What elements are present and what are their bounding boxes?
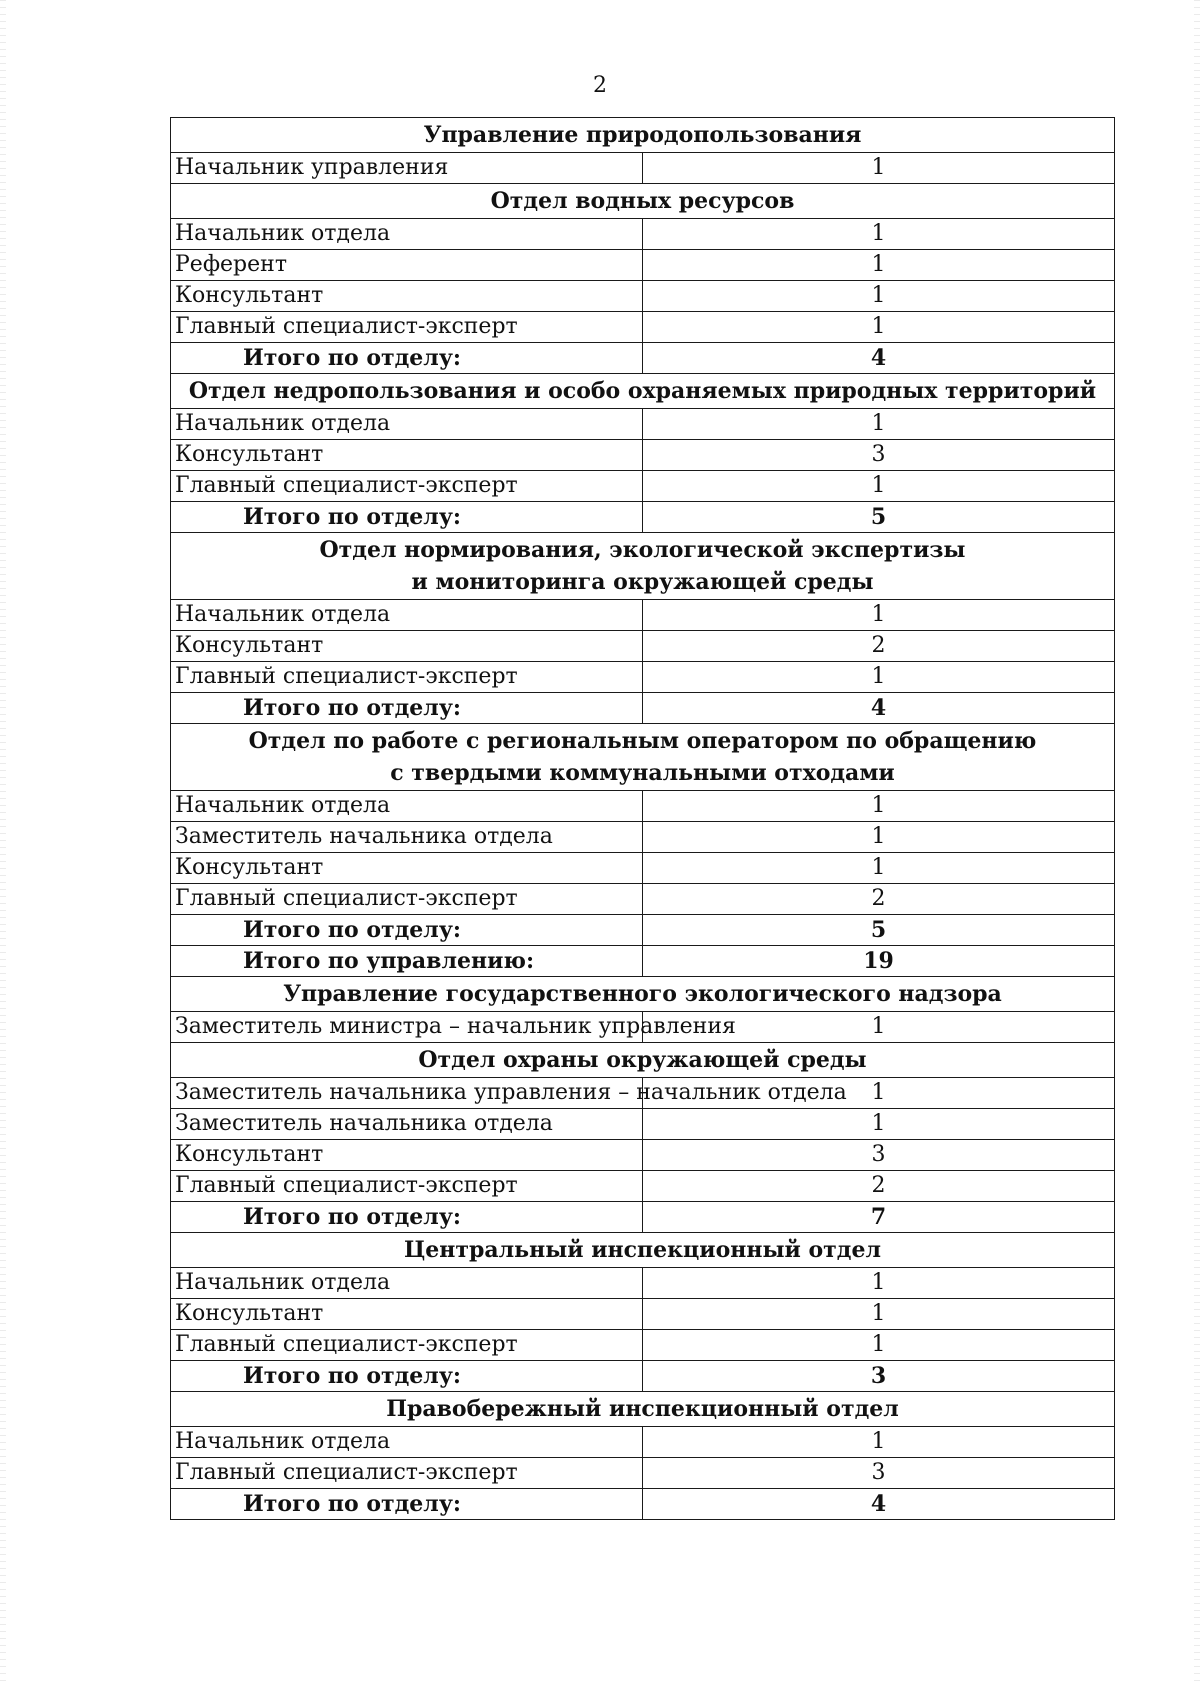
table-row [171,884,1115,915]
section-header [171,1392,1115,1427]
table-row [171,822,1115,853]
position-title: Главный специалист-эксперт [171,1458,643,1489]
section-header-row [171,374,1115,409]
section-header [171,1043,1115,1078]
position-title: Заместитель начальника управления – начальник отдела [171,1078,643,1109]
position-title: Референт [171,250,643,281]
section-header-line: Отдел водных ресурсов [490,188,795,214]
position-title: Заместитель министра – начальник управления [171,1012,643,1043]
total-label: Итого по отделу: [171,343,643,374]
position-count: 3 [643,1458,1115,1489]
position-title: Главный специалист-эксперт [171,312,643,343]
position-count: 1 [643,281,1115,312]
position-title: Главный специалист-эксперт [171,662,643,693]
position-title: Консультант [171,631,643,662]
section-header-line: Управление природопользования [423,122,862,148]
total-label: Итого по отделу: [171,915,643,946]
section-header-line: Отдел недропользования и особо охраняемых природных территорий [188,378,1097,404]
position-title: Консультант [171,1140,643,1171]
section-header [171,724,1115,791]
position-count: 1 [643,1078,1115,1109]
total-count: 5 [643,915,1115,946]
table-row [171,631,1115,662]
section-header-line: с твердыми коммунальными отходами [390,760,895,786]
total-label: Итого по отделу: [171,502,643,533]
position-title: Консультант [171,440,643,471]
table-row [171,1458,1115,1489]
table-row [171,662,1115,693]
table-row [171,1299,1115,1330]
right-margin-scan-edge [1194,0,1200,1686]
position-count: 1 [643,1012,1115,1043]
position-count: 1 [643,600,1115,631]
position-count: 3 [643,440,1115,471]
total-row [171,693,1115,724]
position-count: 1 [643,153,1115,184]
total-count: 5 [643,502,1115,533]
position-title: Начальник отдела [171,409,643,440]
position-title: Главный специалист-эксперт [171,1171,643,1202]
total-row [171,915,1115,946]
section-header [171,1233,1115,1268]
table-row [171,281,1115,312]
section-header [171,184,1115,219]
table-row [171,440,1115,471]
total-label: Итого по отделу: [171,693,643,724]
total-row [171,1361,1115,1392]
total-label: Итого по отделу: [171,1361,643,1392]
position-count: 1 [643,1427,1115,1458]
position-title: Начальник отдела [171,219,643,250]
total-label: Итого по отделу: [171,1202,643,1233]
position-title: Начальник отдела [171,600,643,631]
section-header-line: Отдел охраны окружающей среды [418,1047,867,1073]
position-count: 2 [643,884,1115,915]
position-title: Начальник отдела [171,1268,643,1299]
section-header-row [171,184,1115,219]
total-count: 4 [643,343,1115,374]
position-count: 1 [643,250,1115,281]
total-label: Итого по управлению: [171,946,643,977]
position-count: 1 [643,471,1115,502]
position-title: Консультант [171,853,643,884]
section-header-row [171,724,1115,791]
position-title: Главный специалист-эксперт [171,884,643,915]
left-margin-scan-edge [0,0,6,1686]
table-row [171,1330,1115,1361]
section-header [171,977,1115,1012]
position-title: Консультант [171,281,643,312]
position-title: Главный специалист-эксперт [171,471,643,502]
position-count: 1 [643,1268,1115,1299]
position-title: Главный специалист-эксперт [171,1330,643,1361]
total-row [171,343,1115,374]
section-header-line: и мониторинга окружающей среды [411,569,874,595]
total-count: 3 [643,1361,1115,1392]
staffing-table [170,117,1115,1520]
position-count: 1 [643,409,1115,440]
position-title: Заместитель начальника отдела [171,1109,643,1140]
total-count: 7 [643,1202,1115,1233]
section-header-row [171,1392,1115,1427]
position-count: 1 [643,662,1115,693]
section-header-row [171,1043,1115,1078]
staffing-table-body [171,118,1115,1520]
table-row [171,1140,1115,1171]
table-row [171,1109,1115,1140]
table-row [171,1078,1115,1109]
section-header [171,374,1115,409]
table-row [171,1427,1115,1458]
position-title: Заместитель начальника отдела [171,822,643,853]
table-row [171,1171,1115,1202]
total-count: 4 [643,1489,1115,1520]
position-title: Консультант [171,1299,643,1330]
total-row [171,946,1115,977]
table-row [171,1012,1115,1043]
position-count: 1 [643,312,1115,343]
section-header-line: Управление государственного экологического надзора [283,981,1002,1007]
table-row [171,409,1115,440]
table-row [171,600,1115,631]
position-count: 2 [643,631,1115,662]
total-row [171,1202,1115,1233]
total-label: Итого по отделу: [171,1489,643,1520]
position-count: 1 [643,1299,1115,1330]
section-header-row [171,1233,1115,1268]
section-header-line: Отдел по работе с региональным оператором по обращению [248,728,1037,754]
position-count: 2 [643,1171,1115,1202]
section-header-line: Отдел нормирования, экологической экспертизы [319,537,966,563]
section-header [171,533,1115,600]
total-row [171,1489,1115,1520]
table-row [171,791,1115,822]
total-count: 4 [643,693,1115,724]
position-count: 1 [643,1330,1115,1361]
section-header-line: Правобережный инспекционный отдел [386,1396,899,1422]
section-header [171,118,1115,153]
position-count: 1 [643,822,1115,853]
section-header-line: Центральный инспекционный отдел [404,1237,881,1263]
position-count: 1 [643,853,1115,884]
table-row [171,853,1115,884]
total-row [171,502,1115,533]
position-count: 1 [643,791,1115,822]
section-header-row [171,118,1115,153]
table-row [171,153,1115,184]
position-count: 1 [643,1109,1115,1140]
position-title: Начальник отдела [171,1427,643,1458]
table-row [171,312,1115,343]
table-row [171,1268,1115,1299]
position-count: 3 [643,1140,1115,1171]
table-row [171,250,1115,281]
table-row [171,471,1115,502]
position-count: 1 [643,219,1115,250]
position-title: Начальник отдела [171,791,643,822]
page-number: 2 [593,73,607,98]
section-header-row [171,977,1115,1012]
total-count: 19 [643,946,1115,977]
table-row [171,219,1115,250]
section-header-row [171,533,1115,600]
position-title: Начальник управления [171,153,643,184]
